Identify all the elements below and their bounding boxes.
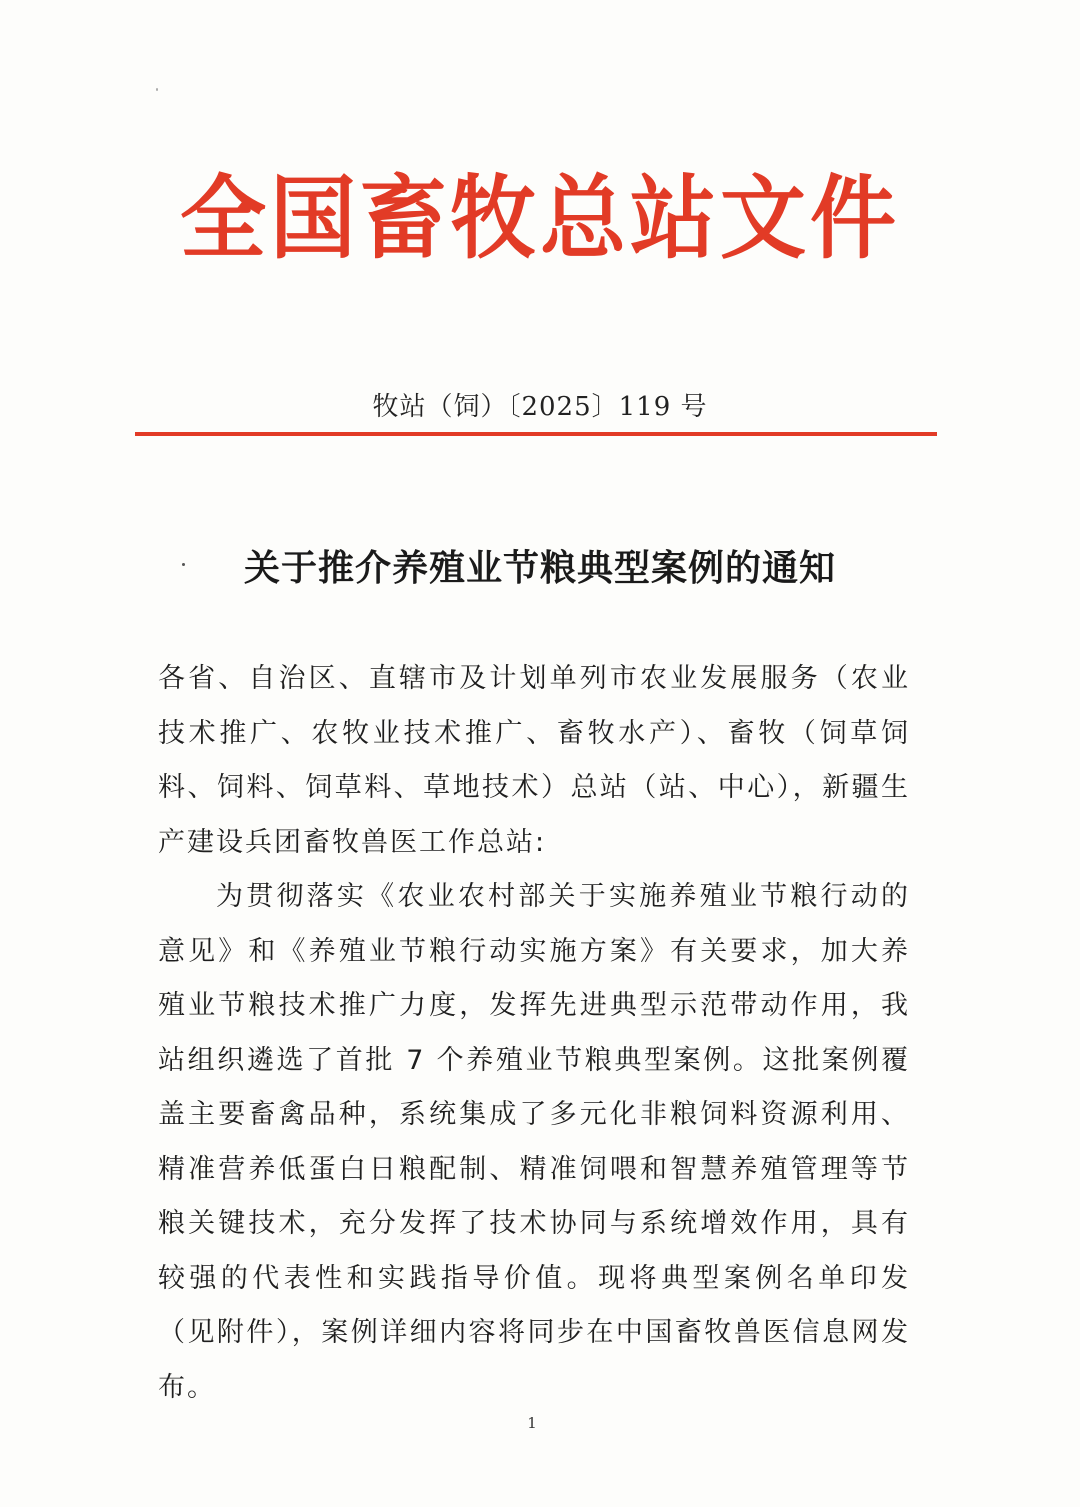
document-number: 牧站（饲）〔2025〕119 号 [372,392,708,422]
addressee-paragraph: 各省、自治区、直辖市及计划单列市农业发展服务（农业技术推广、农牧业技术推广、畜牧水产）、畜牧（饲草饲料、饲料、饲草料、草地技术）总站（站、中心），新疆生产建设兵团畜牧兽医工作总站: [158,663,910,858]
scan-speck [182,563,185,566]
letterhead-title: 全国畜牧总站文件 [180,165,900,272]
document-body [158,652,910,1415]
notice-title: 关于推介养殖业节粮典型案例的通知 [243,547,836,589]
scan-speck [156,88,158,91]
red-divider-line [135,432,937,436]
page-number: 1 [527,1414,537,1432]
body-paragraph: 为贯彻落实《农业农村部关于实施养殖业节粮行动的意见》和《养殖业节粮行动实施方案》有关要求，加大养殖业节粮技术推广力度，发挥先进典型示范带动作用，我站组织遴选了首批 7 个养殖业节粮典型案例。这批案例覆盖主要畜禽品种，系统集成了多元化非粮饲料资源利用、精准营养低蛋白日粮配制、精准饲喂和智慧养殖管理等节粮关键技术，充分发挥了技术协同与系统增效作用，具有较强的代表性和实践指导价值。现将典型案例名单印发（见附件），案例详细内容将同步在中国畜牧兽医信息网发布。 [158,881,910,1403]
